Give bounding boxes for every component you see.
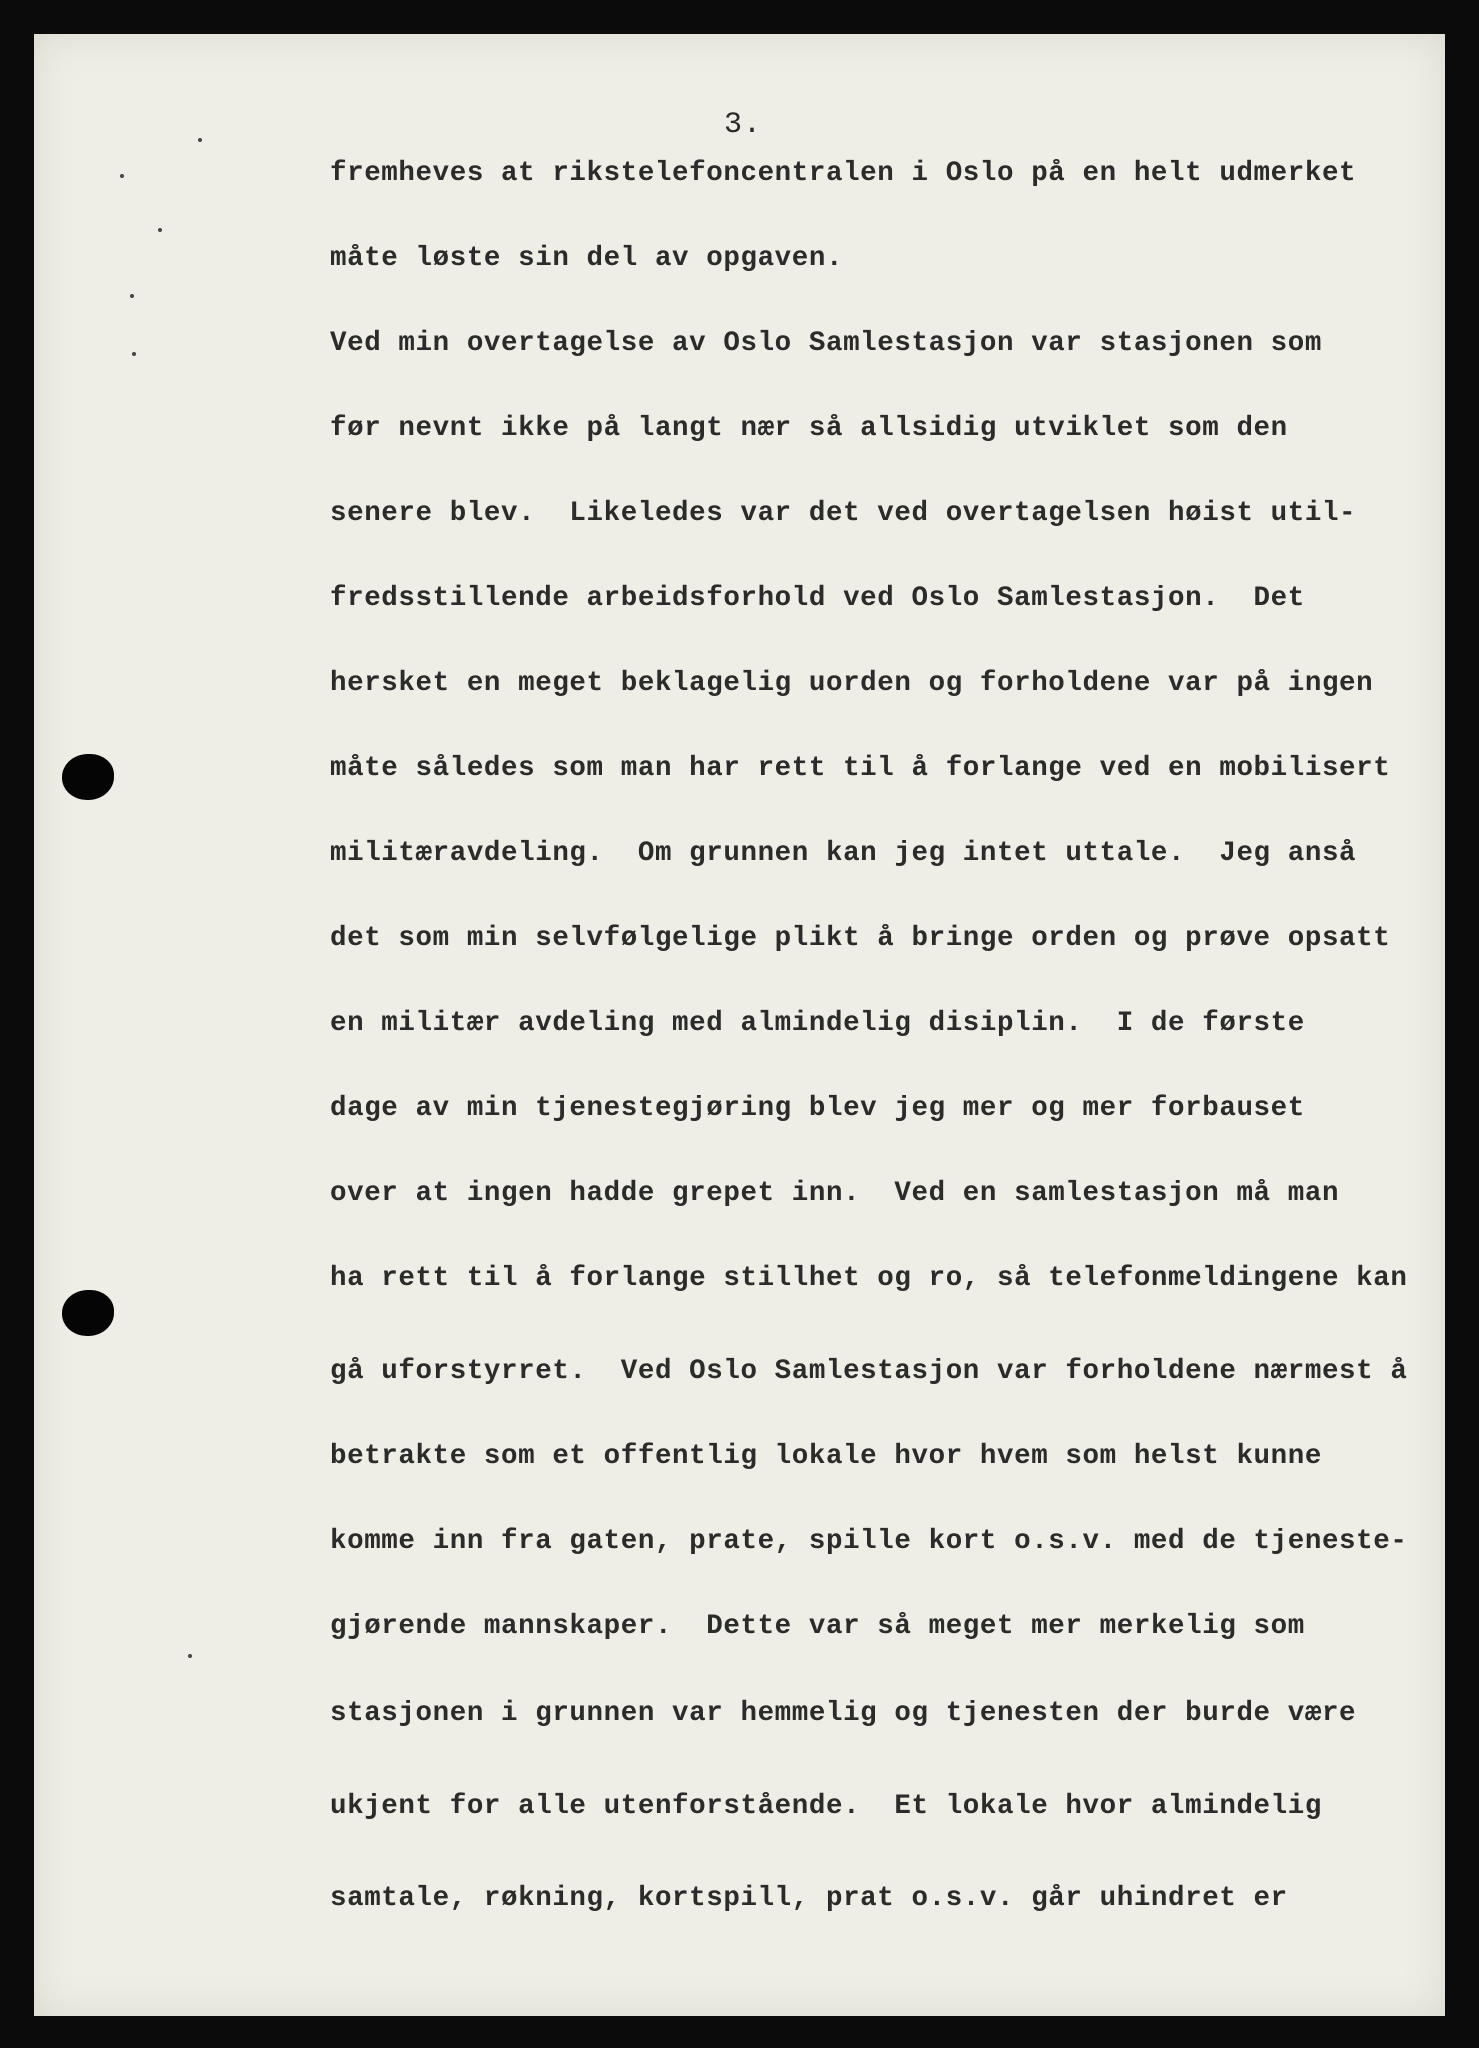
margin-mark <box>158 228 162 232</box>
page-number: 3. <box>724 108 763 142</box>
margin-mark <box>188 1654 192 1658</box>
text-line: dage av min tjenestegjøring blev jeg mer og mer forbauset <box>330 1093 1305 1124</box>
margin-mark <box>132 352 136 356</box>
text-line: komme inn fra gaten, prate, spille kort o.s.v. med de tjeneste- <box>330 1526 1408 1557</box>
text-line: hersket en meget beklagelig uorden og forholdene var på ingen <box>330 668 1374 699</box>
text-line: ha rett til å forlange stillhet og ro, så telefonmeldingene kan <box>330 1263 1408 1294</box>
text-line: over at ingen hadde grepet inn. Ved en samlestasjon må man <box>330 1178 1340 1209</box>
text-line: før nevnt ikke på langt nær så allsidig utviklet som den <box>330 413 1288 444</box>
text-line: en militær avdeling med almindelig disiplin. I de første <box>330 1008 1305 1039</box>
text-line: senere blev. Likeledes var det ved overtagelsen høist util- <box>330 498 1357 529</box>
punch-hole-bottom <box>62 1290 114 1336</box>
text-line: fremheves at rikstelefoncentralen i Oslo på en helt udmerket <box>330 158 1357 189</box>
margin-mark <box>130 294 134 298</box>
text-line: militæravdeling. Om grunnen kan jeg intet uttale. Jeg anså <box>330 838 1357 869</box>
text-line: Ved min overtagelse av Oslo Samlestasjon var stasjonen som <box>330 328 1322 359</box>
punch-hole-top <box>62 754 114 800</box>
text-line: fredsstillende arbeidsforhold ved Oslo Samlestasjon. Det <box>330 583 1305 614</box>
margin-mark <box>120 174 124 178</box>
text-line: stasjonen i grunnen var hemmelig og tjenesten der burde være <box>330 1698 1357 1729</box>
text-line: gjørende mannskaper. Dette var så meget mer merkelig som <box>330 1611 1305 1642</box>
text-line: betrakte som et offentlig lokale hvor hvem som helst kunne <box>330 1441 1322 1472</box>
text-line: måte således som man har rett til å forlange ved en mobilisert <box>330 753 1391 784</box>
margin-mark <box>198 138 202 142</box>
text-line: ukjent for alle utenforstående. Et lokale hvor almindelig <box>330 1791 1322 1822</box>
text-line: måte løste sin del av opgaven. <box>330 243 844 274</box>
text-line: det som min selvfølgelige plikt å bringe orden og prøve opsatt <box>330 923 1391 954</box>
text-line: samtale, røkning, kortspill, prat o.s.v. går uhindret er <box>330 1883 1288 1914</box>
text-line: gå uforstyrret. Ved Oslo Samlestasjon var forholdene nærmest å <box>330 1356 1408 1387</box>
